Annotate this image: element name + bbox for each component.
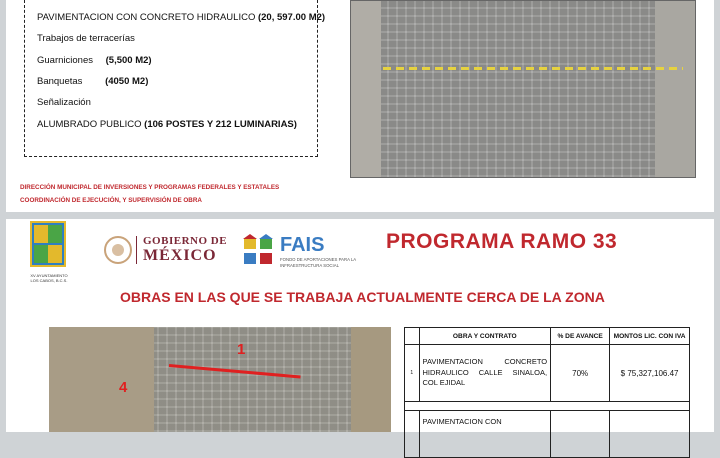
footer-direccion: DIRECCIÓN MUNICIPAL DE INVERSIONES Y PROGRAMAS FEDERALES Y ESTATALES (20, 184, 280, 191)
terracerias-label: Trabajos de terracerías (37, 33, 135, 44)
row-obra: PAVIMENTACION CON (419, 411, 551, 458)
bottom-document-page (6, 219, 714, 432)
banquetas-value: (4050 M2) (105, 76, 149, 87)
pavimentacion-area: (20, 597.00 M2) (257, 12, 326, 23)
row-number: 1 (405, 345, 420, 402)
row-number (405, 411, 420, 458)
aerial-photo-bottom (49, 327, 391, 432)
works-info-box (24, 0, 326, 157)
row-avance (551, 411, 610, 458)
row-monto (610, 411, 690, 458)
pavimentacion-label: PAVIMENTACION CON CONCRETO HIDRAULICO (37, 12, 256, 23)
obras-table (404, 327, 690, 458)
map-marker-4: 4 (119, 379, 128, 396)
obra-1-route (169, 364, 301, 378)
fais-logo-text: FAIS (280, 234, 325, 256)
aerial-photo-top (350, 0, 696, 178)
fais-subtitle: FONDO DE APORTACIONES PARA LA INFRAESTRUCTURA SOCIAL (280, 257, 356, 268)
gobierno-logo-line1: GOBIERNO DE (143, 235, 228, 247)
guarniciones-value: (5,500 M2) (105, 55, 152, 66)
top-document-page (6, 0, 714, 212)
table-row (405, 345, 690, 402)
banquetas-label: Banquetas (37, 76, 83, 87)
header-montos: MONTOS LIC. CON IVA (610, 328, 690, 345)
section-title: OBRAS EN LAS QUE SE TRABAJA ACTUALMENTE CERCA DE LA ZONA (120, 289, 605, 305)
row-obra: PAVIMENTACION CONCRETO HIDRAULICO CALLE SINALOA, COL EJIDAL (419, 345, 551, 402)
program-title: PROGRAMA RAMO 33 (386, 230, 618, 253)
footer-coordinacion: COORDINACIÓN DE EJECUCIÓN, Y SUPERVISIÓN DE OBRA (20, 197, 202, 204)
table-row (405, 411, 690, 458)
project-route-line (383, 67, 683, 70)
table-header-row (405, 328, 690, 345)
map-marker-1: 1 (237, 341, 246, 358)
row-avance: 70% (551, 345, 610, 402)
ayuntamiento-logo (30, 221, 66, 267)
gobierno-logo-line2: MÉXICO (143, 247, 217, 264)
gobierno-emblem-icon (104, 236, 132, 264)
senalizacion-label: Señalización (37, 97, 91, 108)
header-obra: OBRA Y CONTRATO (419, 328, 551, 345)
header-avance: % DE AVANCE (551, 328, 610, 345)
row-monto: $ 75,327,106.47 (610, 345, 690, 402)
guarniciones-label: Guarniciones (37, 55, 93, 66)
ayuntamiento-caption: XV AYUNTAMIENTO LOS CABOS, B.C.S. (30, 273, 68, 284)
alumbrado-label: ALUMBRADO PUBLICO (37, 119, 142, 130)
alumbrado-value: (106 POSTES Y 212 LUMINARIAS) (144, 119, 297, 130)
fais-houses-icon (242, 234, 276, 266)
